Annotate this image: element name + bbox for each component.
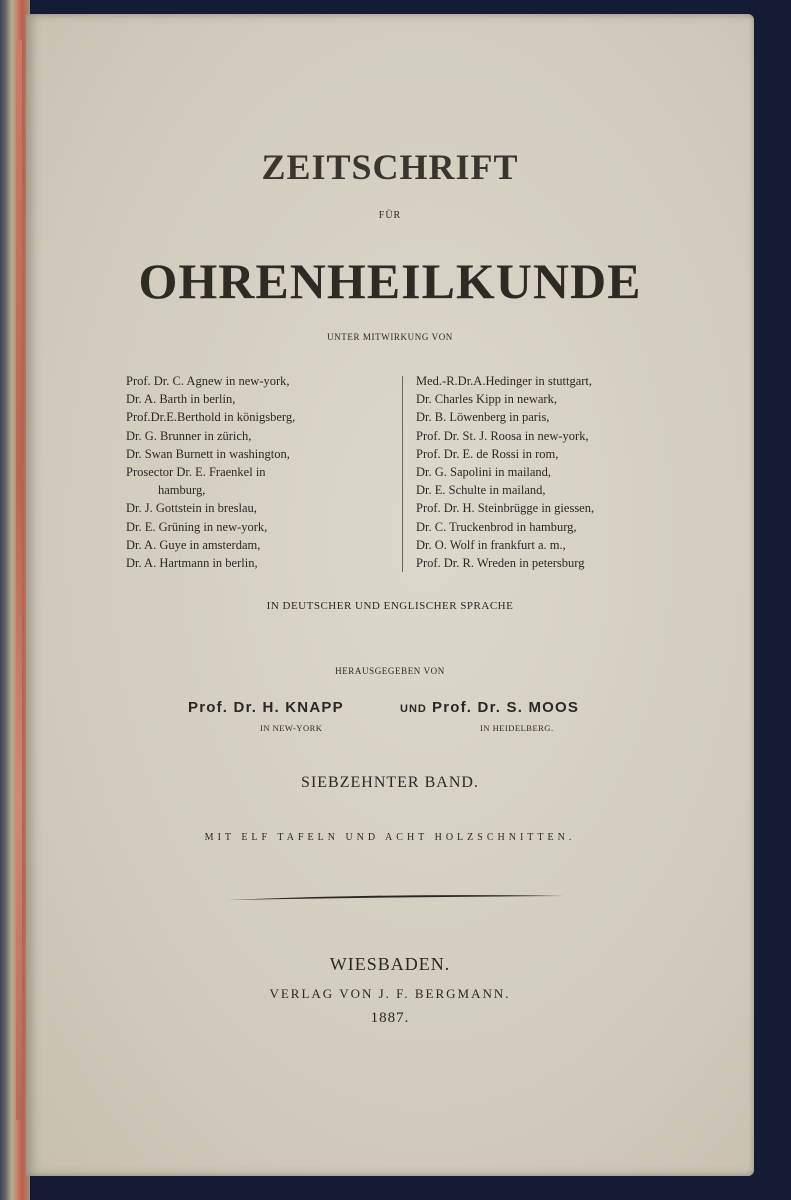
- title-page: [26, 14, 754, 1176]
- journal-title-line1: ZEITSCHRIFT: [261, 147, 519, 187]
- volume-number: SIEBZEHNTER BAND.: [301, 774, 479, 791]
- contributor-entry: Prof. Dr. C. Agnew in new-york,: [126, 374, 290, 388]
- contributor-entry: Dr. G. Sapolini in mailand,: [416, 465, 552, 480]
- editors-conjunction: UND: [400, 703, 427, 715]
- contributor-entry: Dr. A. Guye in amsterdam,: [126, 537, 261, 552]
- contributor-entry: Dr. C. Truckenbrod in hamburg,: [416, 519, 577, 534]
- publication-place: WIESBADEN.: [329, 954, 451, 974]
- editor-knapp: Prof. Dr. H. KNAPP: [188, 699, 344, 716]
- contributor-entry: Dr. G. Brunner in zürich,: [126, 428, 252, 443]
- decorative-rule: [228, 894, 564, 902]
- contributor-entry: Dr. Swan Burnett in washington,: [126, 446, 290, 461]
- editor-knapp-location: IN NEW-YORK: [260, 723, 323, 733]
- contributors-heading: UNTER MITWIRKUNG VON: [327, 332, 453, 342]
- contributor-entry: Prof. Dr. R. Wreden in petersburg: [416, 556, 585, 571]
- contributor-entry: Prof. Dr. St. J. Roosa in new-york,: [416, 428, 589, 443]
- publisher: VERLAG VON J. F. BERGMANN.: [269, 986, 511, 1001]
- publication-year: 1887.: [370, 1010, 410, 1026]
- contributors-left-column: [126, 372, 396, 572]
- contributors-right-column: [416, 372, 716, 572]
- editor-moos: Prof. Dr. S. MOOS: [432, 699, 580, 716]
- contributor-entry: hamburg,: [158, 483, 206, 498]
- contributor-entry: Dr. E. Grüning in new-york,: [126, 519, 268, 534]
- contributor-entry: Dr. A. Barth in berlin,: [126, 392, 236, 407]
- contributor-entry: Dr. E. Schulte in mailand,: [416, 483, 546, 498]
- contributor-entry: Dr. A. Hartmann in berlin,: [126, 556, 258, 571]
- contributor-entry: Prof. Dr. E. de Rossi in rom,: [416, 446, 559, 461]
- spine-edge: [16, 40, 22, 1120]
- title-connector: FÜR: [378, 210, 402, 221]
- contributors-list: [126, 372, 706, 587]
- column-divider: [402, 376, 403, 572]
- editor-moos-location: IN HEIDELBERG.: [480, 723, 554, 733]
- contributor-entry: Dr. O. Wolf in frankfurt a. m.,: [416, 537, 566, 552]
- editors-heading: HERAUSGEGEBEN VON: [335, 666, 445, 676]
- contributor-entry: Dr. J. Gottstein in breslau,: [126, 501, 257, 516]
- contributor-entry: Prosector Dr. E. Fraenkel in: [126, 465, 266, 480]
- contributor-entry: Med.-R.Dr.A.Hedinger in stuttgart,: [416, 374, 593, 388]
- contributor-entry: Prof. Dr. H. Steinbrügge in giessen,: [416, 501, 595, 516]
- contributor-entry: Dr. Charles Kipp in newark,: [416, 392, 557, 407]
- contributor-entry: Dr. B. Löwenberg in paris,: [416, 410, 550, 425]
- editors: [186, 699, 616, 739]
- plates-note: MIT ELF TAFELN UND ACHT HOLZSCHNITTEN.: [204, 832, 576, 843]
- language-note: IN DEUTSCHER UND ENGLISCHER SPRACHE: [266, 600, 514, 612]
- contributor-entry: Prof.Dr.E.Berthold in königsberg,: [126, 410, 296, 425]
- journal-title-line2: OHRENHEILKUNDE: [138, 253, 642, 309]
